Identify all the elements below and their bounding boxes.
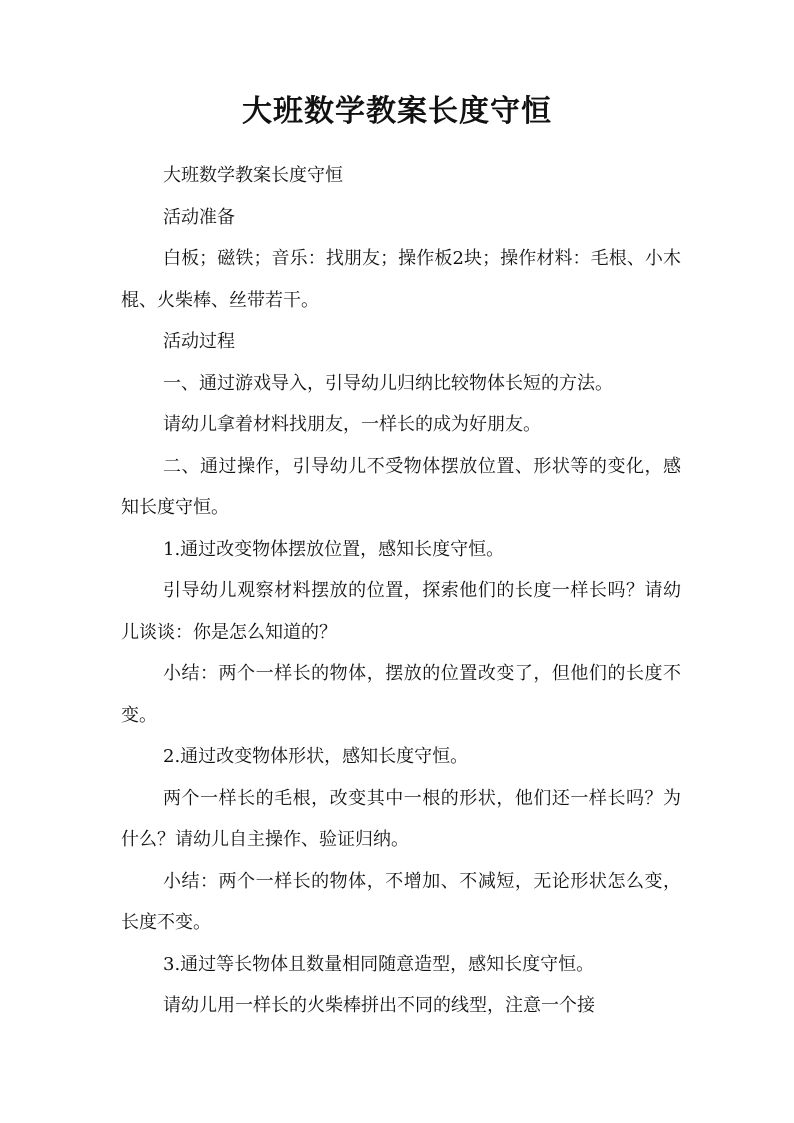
document-title: 大班数学教案长度守恒: [242, 94, 552, 129]
paragraph-summary-2: 小结：两个一样长的物体，不增加、不减短，无论形状怎么变，长度不变。: [121, 870, 681, 933]
paragraph-step-1-detail: 请幼儿拿着材料找朋友，一样长的成为好朋友。: [163, 414, 541, 435]
paragraph-materials: 白板；磁铁；音乐：找朋友；操作板2块；操作材料：毛根、小木棍、火柴棒、丝带若干。: [121, 248, 681, 311]
document-body: [121, 155, 681, 1027]
paragraph-step-2-1: 1.通过改变物体摆放位置，感知长度守恒。: [163, 538, 505, 560]
paragraph-subtitle: 大班数学教案长度守恒: [163, 165, 343, 186]
paragraph-heading-process: 活动过程: [163, 331, 235, 352]
paragraph-step-2: 二、通过操作，引导幼儿不受物体摆放位置、形状等的变化，感知长度守恒。: [121, 455, 681, 518]
paragraph-step-2-3: 3.通过等长物体且数量相同随意造型，感知长度守恒。: [163, 953, 595, 975]
paragraph-step-1: 一、通过游戏导入，引导幼儿归纳比较物体长短的方法。: [163, 372, 613, 394]
paragraph-step-2-2: 2.通过改变物体形状，感知长度守恒。: [163, 746, 469, 767]
paragraph-step-2-3-detail: 请幼儿用一样长的火柴棒拼出不同的线型，注意一个接: [163, 995, 595, 1016]
paragraph-summary-1: 小结：两个一样长的物体，摆放的位置改变了，但他们的长度不变。: [121, 663, 681, 726]
paragraph-heading-preparation: 活动准备: [163, 206, 235, 228]
paragraph-step-2-1-detail: 引导幼儿观察材料摆放的位置，探索他们的长度一样长吗？请幼儿谈谈：你是怎么知道的？: [121, 580, 681, 643]
paragraph-step-2-2-detail: 两个一样长的毛根，改变其中一根的形状，他们还一样长吗？为什么？请幼儿自主操作、验证归纳。: [121, 787, 681, 850]
